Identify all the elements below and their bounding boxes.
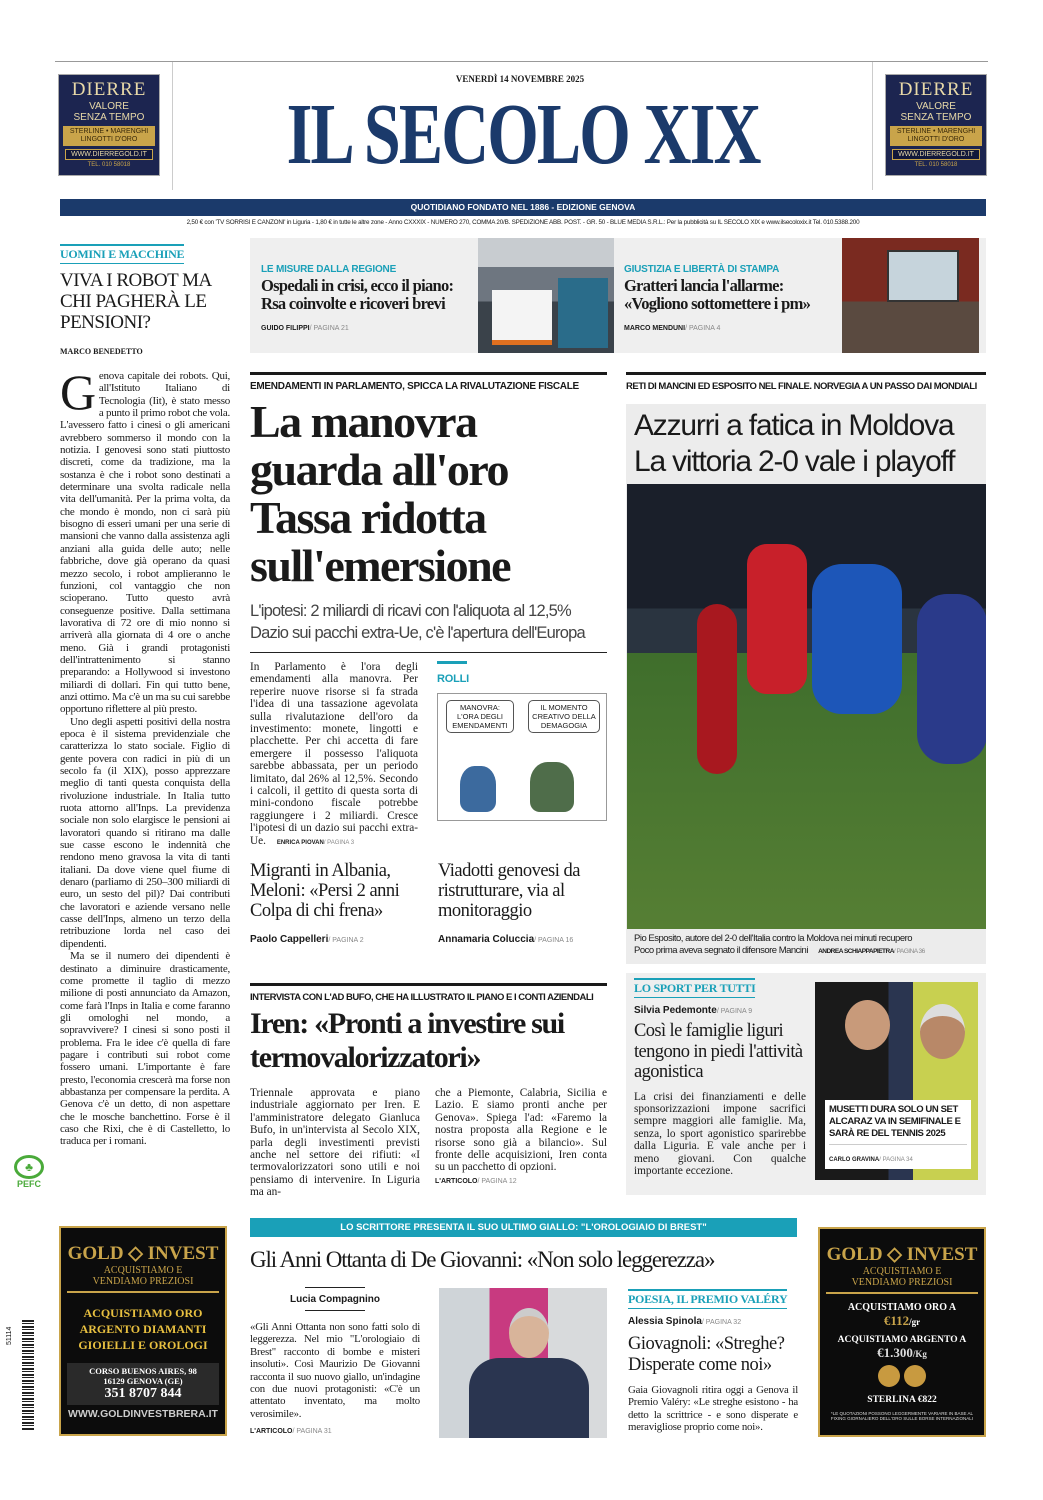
lead-rule xyxy=(250,652,607,653)
iren-text: che a Piemonte, Calabria, Sicilia e Lazio. E siamo pronti anche per Genova». Spiega l'ad: «Faremo la nostra proposta alla Regione e le risorse sono già a bilancio». Sul fronte delle acquisizioni, Iren conta su un pacchetto di opzioni. xyxy=(435,1087,607,1174)
issue-date: VENERDÌ 14 NOVEMBRE 2025 xyxy=(455,74,585,84)
byline: GUIDO FILIPPI xyxy=(261,325,310,332)
ad-text: VALORE xyxy=(89,101,129,112)
ad-dierre-left[interactable] xyxy=(58,74,160,176)
author-photo xyxy=(439,1288,607,1438)
story-title: Ospedali in crisi, ecco il piano: Rsa coinvolte e ricoveri brevi xyxy=(261,276,454,313)
cartoon-figure xyxy=(530,762,574,812)
ambulance-photo xyxy=(478,238,614,353)
iren-col1: Triennale approvata e piano industriale aggiornato per Iren. E l'amministratore delegato Gianluca Bufo, in un'intervista al Secolo XIX, parla degli investimenti previsti anche nel settore dei rifiuti: «I termovalorizzatori sono utili e noi pensiamo di intervenire. In Liguria ma an- xyxy=(250,1087,420,1199)
ad-address: CORSO BUENOS AIRES, 98 xyxy=(89,1366,197,1376)
story-title: Viadotti genovesi da ristrutturare, via al monitoraggio xyxy=(437,861,580,922)
page-ref: / PAGINA 9 xyxy=(716,1008,753,1015)
culture-banner: LO SCRITTORE PRESENTA IL SUO ULTIMO GIALLO: "L'OROLOGIAIO DI BREST" xyxy=(250,1218,797,1237)
byline: ENRICA PIOVAN xyxy=(276,839,324,846)
page-ref: / PAGINA 31 xyxy=(292,1428,332,1436)
football-headline[interactable]: Azzurri a fatica in Moldova La vittoria 2-0 vale i playoff xyxy=(634,409,955,478)
gold-price: €112 xyxy=(883,1313,910,1328)
tennis-title: MUSETTI DURA SOLO UN SET ALCARAZ VA IN SEMIFINALE E SARÀ RE DEL TENNIS 2025 xyxy=(829,1104,961,1139)
editorial-title[interactable]: VIVA I ROBOT MA CHI PAGHERÀ LE PENSIONI? xyxy=(60,270,211,333)
edition-bar: QUOTIDIANO FONDATO NEL 1886 - EDIZIONE GENOVA xyxy=(60,199,986,216)
ad-text: LINGOTTI D'ORO xyxy=(80,136,138,143)
ad-text: GIOIELLI E OROLOGI xyxy=(78,1338,208,1352)
byline: Lucia Compagnino xyxy=(290,1294,380,1305)
editorial-paragraph: Ma se il numero dei dipendenti è destinato a diminuire drasticamente, come promette il taglio di mezzo milione di posti annunciato da Amazon, come farà l'Inps in Italia e come faranno gli omologhi nel mondo, a sopravvivere? I cinesi si sono posti il problema. Fra le idee c'è quella di fare pagare i contributi sui robot come fossero umani. L'importante è fare presto, l'economia crescerà ma forse non abbastanza per compensare la perdita. A Genova c'è un detto, di non aspettare che le mosche banchettino. Forse è il caso che Rixi, che è di Castelletto, lo traduca per i romani. xyxy=(60,950,230,1148)
ad-brand: DIERRE xyxy=(898,79,974,100)
silver-price: €1.300 xyxy=(877,1345,913,1360)
lead-section xyxy=(250,372,607,947)
editorial-paragraph: Uno degli aspetti positivi della nostra epoca è il sistema previdenziale che caratterizza lo stato sociale. Figlio di gente povera con radici in più di un secolo fa (il XIX), posso apprezzare meglio di tanti questa conquista della rivoluzione industriale. In Italia tutto ruota attorno all'Inps. La previdenza sociale non solo elargisce le pensioni ai lavoratori quando si ritirano ma dalle sue casse escono le indennità che rendono meno gravosa la vita di tanti italiani. Da dove viene quel fiume di denaro (parliamo di 250–300 miliardi di euro, un sesto del pil)? Dai contributi che lavoratori e aziende versano nelle casse dell'Inps, almeno un terzo della retribuzione lorda nel caso dei dipendenti. xyxy=(60,715,230,950)
page-ref: / PAGINA 32 xyxy=(701,1319,742,1326)
page-ref: / PAGINA 36 xyxy=(893,948,925,955)
page-ref: / PAGINA 21 xyxy=(309,325,349,332)
newspaper-title[interactable]: IL SECOLO XIX xyxy=(286,86,760,182)
ad-brand: GOLD ◇ INVEST xyxy=(67,1243,219,1264)
football-overline: RETI DI MANCINI ED ESPOSITO NEL FINALE. NORVEGIA A UN PASSO DAI MONDIALI xyxy=(626,372,986,392)
culture-headline[interactable]: Gli Anni Ottanta di De Giovanni: «Non solo leggerezza» xyxy=(250,1247,715,1272)
football-caption xyxy=(626,929,986,964)
coin-icons xyxy=(820,1365,984,1392)
story-body: La crisi dei finanziamenti e delle sponsorizzazioni impone sacrifici sempre maggiori alle famiglie. Ma, senza, lo sport agonistico sparirebbe dalla Liguria. E vale anche per i meno giovani. Con qualche importante eccezione. xyxy=(634,1090,806,1177)
ad-dierre-right[interactable] xyxy=(885,74,987,176)
ad-text: VALORE xyxy=(916,101,956,112)
ad-text: STERLINE • MARENGHI xyxy=(896,128,976,135)
ad-note: *LE QUOTAZIONI POSSONO LEGGERMENTE VARIARE IN BASE AL FIXING GIORNALIERO DELL'ORO SULLE BORSE INTERNAZIONALI xyxy=(830,1411,974,1421)
article-ref: L'ARTICOLO xyxy=(435,1177,478,1185)
football-box xyxy=(626,404,986,964)
conference-photo xyxy=(842,238,979,353)
sport-kicker: LO SPORT PER TUTTI xyxy=(634,978,755,998)
tennis-caption xyxy=(825,1100,971,1169)
story-body: Gaia Giovagnoli ritira oggi a Genova il Premio Valéry: «Le streghe esistono - ha detto la scrittrice - e sono disperate e meravigliose proprio come noi». xyxy=(628,1384,798,1434)
page-ref: / PAGINA 4 xyxy=(685,325,721,332)
cartoon-image xyxy=(437,693,607,821)
ad-text: ACQUISTIAMO E VENDIAMO PREZIOSI xyxy=(67,1265,219,1293)
football-photo xyxy=(627,484,986,929)
ad-goldinvest-right[interactable] xyxy=(818,1227,986,1437)
story-title: Gratteri lancia l'allarme: «Vogliono sottomettere i pm» xyxy=(624,276,811,313)
byline: CARLO GRAVINA xyxy=(829,1157,880,1163)
cartoon-figure xyxy=(460,766,496,812)
lead-overline: EMENDAMENTI IN PARLAMENTO, SPICCA LA RIVALUTAZIONE FISCALE xyxy=(250,372,607,392)
price-info: 2,50 € con 'TV SORRISI E CANZONI' in Liguria - 1,80 € in tutte le altre zone - Anno CXXXIX - NUMERO 270, COMMA 20/B. SPEDIZIONE ABB. POST. - GR. 50 - BLUE MEDIA S.R.L.: Per la pubblicità su IL SECOLO XIX e www.ilsecoloxix.it Tel. 010.5388.200 xyxy=(186,219,860,226)
ad-tel: TEL. 010 58018 xyxy=(87,162,131,168)
masthead-divider xyxy=(172,62,173,190)
byline: ANDREA SCHIAPPAPIETRA xyxy=(818,948,894,955)
ad-text: SENZA TEMPO xyxy=(73,112,145,123)
ad-text: STERLINA €822 xyxy=(867,1395,937,1405)
barcode xyxy=(22,1320,34,1430)
lead-subtitle: L'ipotesi: 2 miliardi di ricavi con l'aliquota al 12,5% Dazio sui pacchi extra-Ue, c'è l'apertura dell'Europa xyxy=(250,602,585,642)
ad-text: SENZA TEMPO xyxy=(900,112,972,123)
byline: Paolo Cappelleri xyxy=(250,934,329,946)
ad-text: ACQUISTIAMO ORO A xyxy=(847,1302,957,1313)
ad-brand: DIERRE xyxy=(71,79,147,100)
editorial-column xyxy=(60,244,230,1214)
editorial-paragraph: enova capitale dei robots. Qui, all'Istituto Italiano di Tecnologia (Iit), è stato messo a punto il primo robot che vola. L'avessero fatto i cinesi o gli americani avrebbero sommerso il mondo con la notizia. I genovesi sono stati piuttosto discreti, come da tradizione, ma la sostanza è che i robot sono destinati a determinare una svolta radicale nella vita dell'umanità. Per la prima volta, da che mondo è mondo, non ci sarà più bisogno di esseri umani per una serie di mansioni che vanno dalla assistenza agli anziani alla guida delle auto; nelle fabbriche, dove già operano da quasi mezzo secolo, i robot amplieranno le funzioni, col vantaggio che non scioperano. Tutto questo avrà conseguenze positive. Dalla settimana lavorativa di 72 ore di mio nonno si arriverà alla giornata di 4 ore o anche meno. Già i grandi protagonisti dell'intrattenimento si stanno preparando: a Hollywood si investono miliardi di dollari. Fin qui tutto bene, anzi ottimo. Ma c'è un ma su cui sarebbe opportuno riflettere al più presto. xyxy=(60,370,230,716)
top-story[interactable] xyxy=(261,264,476,335)
secondary-story[interactable] xyxy=(438,861,607,947)
page-ref: / PAGINA 34 xyxy=(879,1157,913,1163)
culture-story xyxy=(250,1287,420,1438)
iren-headline[interactable]: Iren: «Pronti a investire sui termovalorizzatori» xyxy=(250,1007,564,1074)
story-body: «Gli Anni Ottanta non sono fatti solo di leggerezza. Nel mio "L'orologiaio di Brest" racconto di bombe e misteri insoluti». Così Maurizio De Giovanni racconta il suo nuovo giallo, un'indagine con due nuovi protagonisti: «C'è un attentato inventato, ma molto verosimile». xyxy=(250,1321,420,1420)
story-kicker: GIUSTIZIA E LIBERTÀ DI STAMPA xyxy=(624,264,780,275)
page-ref: / PAGINA 3 xyxy=(323,839,355,846)
ad-phone: 351 8707 844 xyxy=(104,1386,182,1401)
ad-text: ARGENTO DIAMANTI xyxy=(79,1322,207,1336)
left-column xyxy=(60,244,230,1436)
masthead-top-rule xyxy=(55,61,988,62)
cartoon-block[interactable] xyxy=(437,661,607,849)
ad-tel: TEL. 010 58018 xyxy=(914,162,958,168)
poetry-kicker: POESIA, IL PREMIO VALÉRY xyxy=(628,1289,787,1309)
ad-text: LINGOTTI D'ORO xyxy=(907,136,965,143)
editorial-kicker: UOMINI E MACCHINE xyxy=(60,244,184,264)
tree-icon: ♣ xyxy=(14,1155,44,1179)
drop-cap: G xyxy=(60,364,96,420)
iren-overline: INTERVISTA CON L'AD BUFO, CHE HA ILLUSTRATO IL PIANO E I CONTI AZIENDALI xyxy=(250,983,607,1003)
masthead-divider xyxy=(872,62,873,190)
pefc-logo xyxy=(10,1155,48,1189)
speech-bubble: IL MOMENTO CREATIVO DELLA DEMAGOGIA xyxy=(528,700,600,733)
page-ref: / PAGINA 12 xyxy=(477,1177,517,1185)
sport-story[interactable] xyxy=(634,978,806,1177)
lead-body xyxy=(250,661,418,849)
newspaper-title-wrap xyxy=(190,86,856,182)
page-ref: / PAGINA 2 xyxy=(328,937,364,945)
caption-line: Pio Esposito, autore del 2-0 dell'Italia contro la Moldova nei minuti recupero xyxy=(634,933,913,944)
lead-text: In Parlamento è l'ora degli emendamenti alla manovra. Per reperire nuove risorse si fa strada l'idea di una tassazione agevolata sulla rivalutazione dell'oro da investimento: monete, lingotti e placchette. Per chi accetta di fare emergere il possesso l'aliquota sarebbe abbassata, per un periodo limitato, dal 26% al 12,5%. Secondo i calcoli, il gettito di questa sorta di mini-condono fiscale potrebbe raggiungere i 2 miliardi. Cresce l'ipotesi di un dazio sui pacchi extra-Ue. xyxy=(250,661,418,847)
article-ref: L'ARTICOLO xyxy=(250,1428,293,1436)
barcode-number: 51114 xyxy=(6,1326,13,1345)
byline: Annamaria Coluccia xyxy=(437,934,535,946)
story-title: Migranti in Albania, Meloni: «Persi 2 anni Colpa di chi frena» xyxy=(250,861,400,922)
byline: Silvia Pedemonte xyxy=(634,1005,717,1016)
ad-url: WWW.DIERREGOLD.IT xyxy=(65,149,153,160)
byline: Alessia Spinola xyxy=(628,1316,702,1327)
editorial-author: MARCO BENEDETTO xyxy=(60,347,143,356)
pefc-label: PEFC xyxy=(16,1179,41,1189)
speech-bubble: MANOVRA: L'ORA DEGLI EMENDAMENTI xyxy=(446,700,514,733)
ad-url: WWW.DIERREGOLD.IT xyxy=(892,149,980,160)
ad-text: ACQUISTIAMO ARGENTO A xyxy=(837,1335,967,1345)
story-title: Giovagnoli: «Streghe? Disperate come noi» xyxy=(628,1334,785,1375)
ad-text: ACQUISTIAMO E VENDIAMO PREZIOSI xyxy=(826,1266,978,1294)
poetry-story[interactable] xyxy=(628,1289,798,1434)
cartoon-label: ROLLI xyxy=(437,673,469,685)
ad-address: 16129 GENOVA (GE) xyxy=(103,1376,183,1386)
ad-text: STERLINE • MARENGHI xyxy=(69,128,149,135)
ad-text: ACQUISTIAMO ORO xyxy=(83,1306,203,1320)
iren-section xyxy=(250,983,607,1199)
byline: MARCO MENDUNI xyxy=(624,325,686,332)
top-story[interactable] xyxy=(624,264,839,335)
ad-brand: GOLD ◇ INVEST xyxy=(826,1244,978,1265)
price-unit: /gr xyxy=(909,1317,921,1327)
ad-url: WWW.GOLDINVESTBRERA.IT xyxy=(68,1408,218,1420)
page-ref: / PAGINA 16 xyxy=(534,937,574,945)
story-title: Così le famiglie liguri tengono in piedi l'attività agonistica xyxy=(634,1021,803,1082)
secondary-story[interactable] xyxy=(250,861,424,947)
iren-col2 xyxy=(435,1087,607,1199)
lead-headline[interactable]: La manovra guarda all'oro Tassa ridotta sull'emersione xyxy=(250,396,511,591)
caption-line: Poco prima aveva segnato il difensore Mancini xyxy=(634,945,808,956)
price-unit: /Kg xyxy=(912,1349,927,1359)
tennis-photo[interactable] xyxy=(815,982,978,1180)
ad-goldinvest-left[interactable] xyxy=(59,1226,227,1436)
story-kicker: LE MISURE DALLA REGIONE xyxy=(261,264,397,275)
